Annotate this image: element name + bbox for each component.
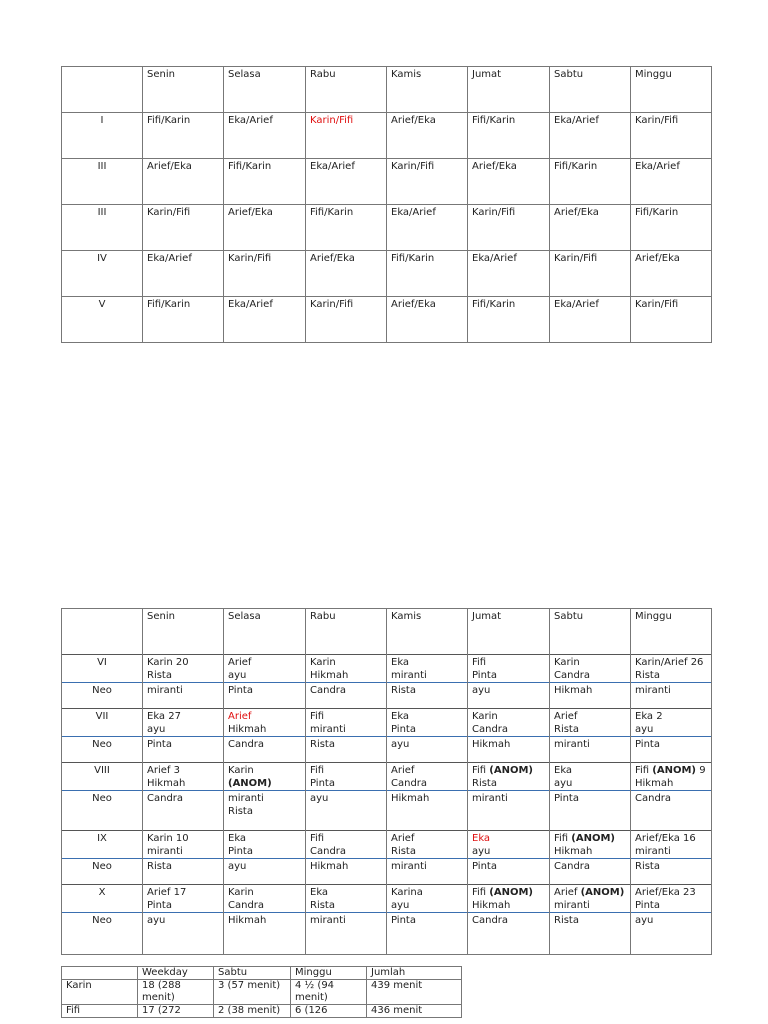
row-label: VIII <box>62 763 143 791</box>
table-row <box>62 655 712 683</box>
table-cell: Fifi/Karin <box>306 205 387 251</box>
table-cell: Rista <box>387 683 468 709</box>
table-cell: Candra <box>550 859 631 885</box>
table-row <box>62 831 712 859</box>
table-row-neo <box>62 683 712 709</box>
table-cell: Karin/Fifi <box>306 297 387 343</box>
table-cell: Arief Candra <box>387 763 468 791</box>
table-cell: Karina ayu <box>387 885 468 913</box>
table-cell: Arief/Eka <box>143 159 224 205</box>
table-cell: Eka Rista <box>306 885 387 913</box>
row-label: I <box>62 113 143 159</box>
table-cell: Fifi/Karin <box>468 297 550 343</box>
highlighted-name: Eka <box>472 833 491 844</box>
header-cell: Selasa <box>224 67 306 113</box>
row-label: V <box>62 297 143 343</box>
table-cell: miranti Rista <box>224 791 306 831</box>
table-cell: Hikmah <box>468 737 550 763</box>
table-cell: Candra <box>143 791 224 831</box>
table-cell: Eka 2 ayu <box>631 709 712 737</box>
table-cell: ayu <box>143 913 224 955</box>
table-cell: Fifi Pinta <box>468 655 550 683</box>
table-cell <box>468 885 550 913</box>
table-cell <box>224 763 306 791</box>
cell-line: Hikmah <box>472 900 511 911</box>
table-cell: ayu <box>306 791 387 831</box>
table-cell: Arief/Eka <box>224 205 306 251</box>
table-cell: 6 (126 <box>291 1005 367 1018</box>
table-cell: Eka ayu <box>550 763 631 791</box>
table-cell: Hikmah <box>387 791 468 831</box>
table-cell: Eka/Arief <box>224 113 306 159</box>
row-label: Neo <box>62 737 143 763</box>
table-cell: ayu <box>468 683 550 709</box>
table-cell: Pinta <box>224 683 306 709</box>
table-cell: Arief/Eka <box>468 159 550 205</box>
cell-line: 9 Hikmah <box>635 765 706 789</box>
header-cell: Senin <box>143 609 224 655</box>
table-cell: Fifi/Karin <box>143 113 224 159</box>
table-cell: ayu <box>631 913 712 955</box>
table-cell: Fifi Pinta <box>306 763 387 791</box>
header-cell <box>62 967 138 980</box>
table-cell: Candra <box>224 737 306 763</box>
table-cell: Arief 17 Pinta <box>143 885 224 913</box>
table-row-neo <box>62 913 712 955</box>
cell-line: Rista <box>472 778 497 789</box>
schedule-table-1 <box>61 66 712 343</box>
header-cell: Minggu <box>631 609 712 655</box>
table-cell: 2 (38 menit) <box>214 1005 291 1018</box>
table-cell: Fifi/Karin <box>468 113 550 159</box>
table-cell: ayu <box>224 859 306 885</box>
table-cell: Eka 27 ayu <box>143 709 224 737</box>
table-header-row <box>62 67 712 113</box>
row-label: III <box>62 205 143 251</box>
highlighted-name: Arief <box>228 711 252 722</box>
row-label: IX <box>62 831 143 859</box>
row-label: X <box>62 885 143 913</box>
cell-line: ayu <box>472 846 491 857</box>
row-label: VII <box>62 709 143 737</box>
header-cell: Sabtu <box>214 967 291 980</box>
table-cell: 436 menit <box>367 1005 462 1018</box>
table-row <box>62 251 712 297</box>
table-cell: Karin/Arief 26 Rista <box>631 655 712 683</box>
table-row-neo <box>62 791 712 831</box>
row-label: Neo <box>62 683 143 709</box>
cell-line: Hikmah <box>554 846 593 857</box>
table-cell: Eka/Arief <box>550 113 631 159</box>
table-cell: Eka/Arief <box>387 205 468 251</box>
table-cell: miranti <box>550 737 631 763</box>
table-cell: Arief Rista <box>550 709 631 737</box>
table-cell: Fifi/Karin <box>631 205 712 251</box>
header-cell <box>62 67 143 113</box>
table-cell: Fifi Candra <box>306 831 387 859</box>
cell-line: Fifi <box>472 887 487 898</box>
table-cell: Hikmah <box>550 683 631 709</box>
table-cell: Arief/Eka <box>387 297 468 343</box>
table-cell: Arief/Eka <box>387 113 468 159</box>
table-cell: Karin Candra <box>550 655 631 683</box>
table-cell: Hikmah <box>224 913 306 955</box>
table-row <box>62 763 712 791</box>
anom-tag: (ANOM) <box>489 887 533 898</box>
table-cell: Karin/Fifi <box>631 113 712 159</box>
table-cell: 18 (288 menit) <box>138 980 214 1005</box>
table-cell: Arief/Eka <box>306 251 387 297</box>
table-cell: Arief/Eka <box>631 251 712 297</box>
table-row <box>62 113 712 159</box>
table-cell: 4 ½ (94 menit) <box>291 980 367 1005</box>
table-cell: Eka/Arief <box>224 297 306 343</box>
cell-line: Karin <box>228 765 254 776</box>
table-header-row <box>62 609 712 655</box>
row-label: Neo <box>62 859 143 885</box>
table-cell: Arief/Eka 16 miranti <box>631 831 712 859</box>
table-row <box>62 1005 462 1018</box>
table-cell: Karin 10 miranti <box>143 831 224 859</box>
table-cell: Karin Hikmah <box>306 655 387 683</box>
table-cell: Eka/Arief <box>468 251 550 297</box>
table-cell: Pinta <box>550 791 631 831</box>
table-cell: miranti <box>143 683 224 709</box>
table-cell: ayu <box>387 737 468 763</box>
table-cell <box>224 709 306 737</box>
table-cell: Arief/Eka <box>550 205 631 251</box>
table-cell: miranti <box>631 683 712 709</box>
table-cell: Pinta <box>631 737 712 763</box>
header-cell: Sabtu <box>550 609 631 655</box>
table-cell: 439 menit <box>367 980 462 1005</box>
table-row-neo <box>62 737 712 763</box>
table-row <box>62 205 712 251</box>
cell-line: Hikmah <box>228 724 267 735</box>
table-row <box>62 297 712 343</box>
header-cell: Senin <box>143 67 224 113</box>
table-row <box>62 885 712 913</box>
table-cell: Pinta <box>143 737 224 763</box>
row-label: IV <box>62 251 143 297</box>
row-label: Karin <box>62 980 138 1005</box>
table-cell: Eka/Arief <box>550 297 631 343</box>
header-cell: Weekday <box>138 967 214 980</box>
table-cell: Rista <box>550 913 631 955</box>
header-cell: Jumlah <box>367 967 462 980</box>
table-cell: Eka/Arief <box>306 159 387 205</box>
table-cell: Pinta <box>387 913 468 955</box>
table-cell: miranti <box>387 859 468 885</box>
table-cell: miranti <box>468 791 550 831</box>
table-cell: Fifi/Karin <box>143 297 224 343</box>
table-cell: Rista <box>306 737 387 763</box>
table-cell: Pinta <box>468 859 550 885</box>
table-cell: Karin/Fifi <box>631 297 712 343</box>
header-cell: Sabtu <box>550 67 631 113</box>
anom-tag: (ANOM) <box>571 833 615 844</box>
summary-table <box>61 966 462 1018</box>
table-cell <box>550 885 631 913</box>
header-cell: Minggu <box>631 67 712 113</box>
table-cell: Karin/Fifi <box>468 205 550 251</box>
table-cell: Eka Pinta <box>387 709 468 737</box>
table-cell: Karin Candra <box>224 885 306 913</box>
table-cell: Arief ayu <box>224 655 306 683</box>
table-cell <box>631 763 712 791</box>
table-row <box>62 159 712 205</box>
anom-tag: (ANOM) <box>228 778 272 789</box>
cell-line: Arief <box>554 887 578 898</box>
table-cell-highlighted: Karin/Fifi <box>306 113 387 159</box>
table-cell: Candra <box>631 791 712 831</box>
table-cell: Rista <box>631 859 712 885</box>
header-cell: Kamis <box>387 67 468 113</box>
row-label: Neo <box>62 913 143 955</box>
table-cell: Karin/Fifi <box>143 205 224 251</box>
header-cell: Jumat <box>468 609 550 655</box>
row-label: VI <box>62 655 143 683</box>
row-label: Fifi <box>62 1005 138 1018</box>
table-cell: Candra <box>468 913 550 955</box>
anom-tag: (ANOM) <box>580 887 625 898</box>
table-cell: Karin/Fifi <box>224 251 306 297</box>
table-cell: Eka/Arief <box>631 159 712 205</box>
table-cell: Karin/Fifi <box>387 159 468 205</box>
header-cell <box>62 609 143 655</box>
table-cell: Candra <box>306 683 387 709</box>
row-label: Neo <box>62 791 143 831</box>
header-cell: Rabu <box>306 67 387 113</box>
table-cell: miranti <box>306 913 387 955</box>
table-cell: Arief Rista <box>387 831 468 859</box>
table-cell: Fifi miranti <box>306 709 387 737</box>
header-cell: Selasa <box>224 609 306 655</box>
table-cell: Eka/Arief <box>143 251 224 297</box>
table-cell: Fifi/Karin <box>550 159 631 205</box>
cell-line: miranti <box>554 900 590 911</box>
table-row <box>62 709 712 737</box>
table-cell: Fifi/Karin <box>387 251 468 297</box>
cell-line: Fifi <box>472 765 487 776</box>
table-cell: Fifi/Karin <box>224 159 306 205</box>
anom-tag: (ANOM) <box>489 765 533 776</box>
table-cell: 3 (57 menit) <box>214 980 291 1005</box>
table-cell: Eka Pinta <box>224 831 306 859</box>
table-row <box>62 980 462 1005</box>
table-cell <box>468 831 550 859</box>
table-cell: Karin Candra <box>468 709 550 737</box>
header-cell: Jumat <box>468 67 550 113</box>
table-cell: 17 (272 <box>138 1005 214 1018</box>
table-cell: Karin 20 Rista <box>143 655 224 683</box>
table-cell <box>550 831 631 859</box>
header-cell: Minggu <box>291 967 367 980</box>
cell-line: Fifi <box>635 765 650 776</box>
table-cell: Rista <box>143 859 224 885</box>
anom-tag: (ANOM) <box>652 765 696 776</box>
row-label: III <box>62 159 143 205</box>
table-cell: Eka miranti <box>387 655 468 683</box>
table-cell: Arief/Eka 23 Pinta <box>631 885 712 913</box>
header-cell: Rabu <box>306 609 387 655</box>
header-cell: Kamis <box>387 609 468 655</box>
table-header-row <box>62 967 462 980</box>
table-cell: Arief 3 Hikmah <box>143 763 224 791</box>
table-cell: Hikmah <box>306 859 387 885</box>
table-cell <box>468 763 550 791</box>
table-cell: Karin/Fifi <box>550 251 631 297</box>
cell-line: Fifi <box>554 833 569 844</box>
table-row-neo <box>62 859 712 885</box>
schedule-table-2 <box>61 608 712 955</box>
